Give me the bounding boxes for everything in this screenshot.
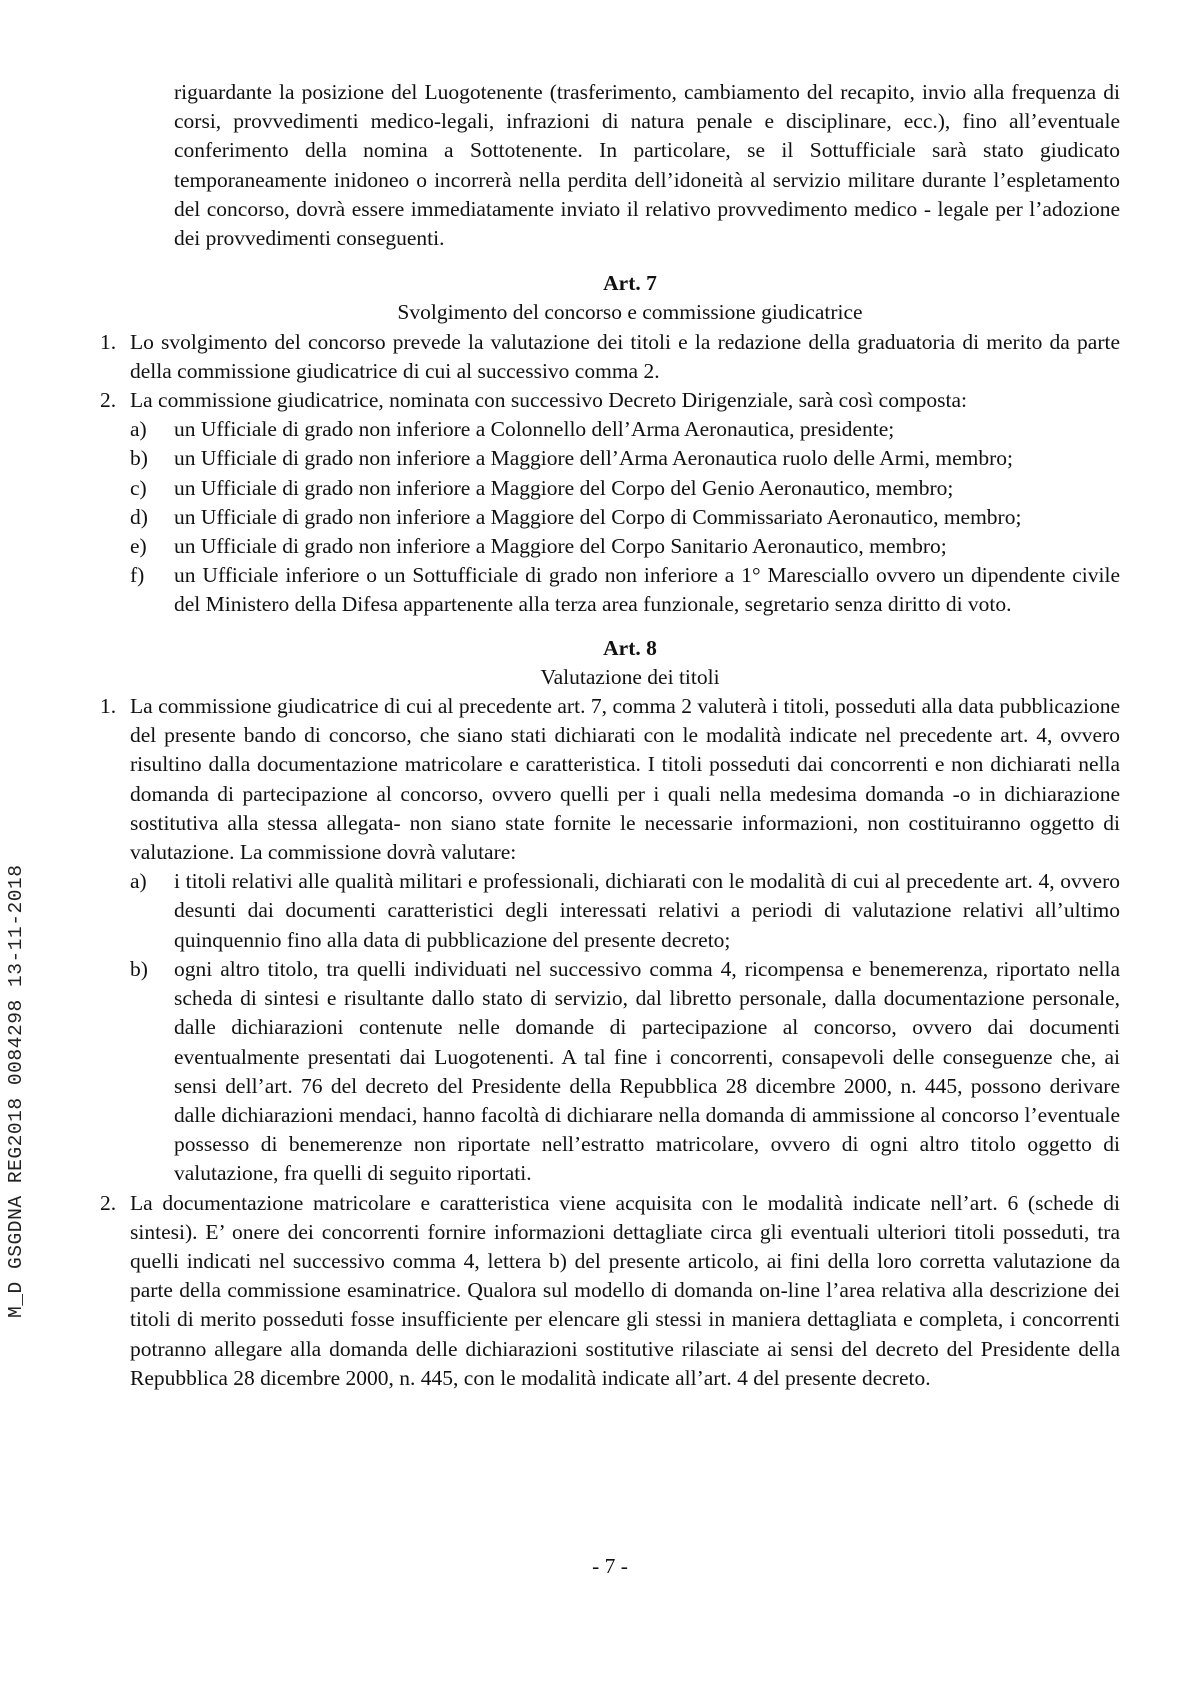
subitem-marker: a) [130,417,147,442]
art7-item-1 [100,328,1120,386]
subitem-text: un Ufficiale di grado non inferiore a Maggiore del Corpo di Commissariato Aeronautico, membro; [174,504,1022,529]
art8-item-1 [100,692,1120,867]
art7-subtitle: Svolgimento del concorso e commissione giudicatrice [397,300,863,325]
subitem-marker: f) [130,563,145,588]
item-marker: 1. [100,329,117,354]
subitem-marker: c) [130,475,147,500]
subitem-marker: b) [130,446,148,471]
art7-subitem-a [100,415,1120,444]
subitem-text: i titoli relativi alle qualità militari e professionali, dichiarati con le modalità di cui al precedente art. 4, ovvero desunti dai documenti caratteristici degli interessati relativi a periodi di valutazione relativi all’ultimo quinquennio fino alla data di pubblicazione del presente decreto; [174,869,1120,952]
item-marker: 2. [100,388,117,413]
item-text: La commissione giudicatrice di cui al precedente art. 7, comma 2 valuterà i titoli, posseduti alla data pubblicazione del presente bando di concorso, che siano stati dichiarati con le modalità indicate nel precedente art. 4, ovvero risultino dalla documentazione matricolare e caratteristica. I titoli posseduti dai concorrenti e non dichiarati nella domanda di partecipazione al concorso, ovvero quelli per i quali nella medesima domanda -o in dichiarazione sostitutiva alla stessa allegata- non siano state fornite le necessarie informazioni, non costituiranno oggetto di valutazione. La commissione dovrà valutare: [130,694,1120,865]
art7-subitem-c [100,474,1120,503]
page-content [100,78,1120,1393]
page-number: - 7 - [592,1554,628,1578]
subitem-marker: e) [130,534,147,559]
subitem-marker: b) [130,956,148,981]
art7-subitem-b [100,444,1120,473]
art7-title: Art. 7 [603,271,657,296]
item-marker: 1. [100,694,117,719]
art8-subtitle: Valutazione dei titoli [540,664,720,689]
art8-subitem-b [100,955,1120,1189]
subitem-text: ogni altro titolo, tra quelli individuati nel successivo comma 4, ricompensa e benemerenza, riportato nella scheda di sintesi e risultante dallo stato di servizio, dal libretto personale, dalla documentazione personale, dalle dichiarazioni contenute nelle domande di partecipazione al concorso, ovvero dai documenti eventualmente presentati dai Luogotenenti. A tal fine i concorrenti, consapevoli delle conseguenze che, ai sensi dell’art. 76 del decreto del Presidente della Repubblica 28 dicembre 2000, n. 445, possono derivare dalle dichiarazioni mendaci, hanno facoltà di dichiarare nella domanda di ammissione al concorso l’eventuale possesso di benemerenze non riportate nell’estratto matricolare, ovvero di ogni altro titolo oggetto di valutazione, fra quelli di seguito riportati. [174,956,1120,1186]
item-marker: 2. [100,1190,117,1215]
subitem-text: un Ufficiale di grado non inferiore a Maggiore dell’Arma Aeronautica ruolo delle Armi, membro; [174,446,1014,471]
item-text: La commissione giudicatrice, nominata con successivo Decreto Dirigenziale, sarà così composta: [130,388,968,413]
protocol-stamp: M_D GSGDNA REG2018 0084298 13-11-2018 [5,864,27,1318]
item-text: La documentazione matricolare e caratteristica viene acquisita con le modalità indicate nell’art. 6 (schede di sintesi). E’ onere dei concorrenti fornire informazioni dettagliate circa gli eventuali ulteriori titoli posseduti, tra quelli indicati nel successivo comma 4, lettera b) del presente articolo, ai fini della loro corretta valutazione da parte della commissione esaminatrice. Qualora sul modello di domanda on-line l’area relativa alla descrizione dei titoli di merito posseduti fosse insufficiente per elencare gli stessi in maniera dettagliata e completa, i concorrenti potranno allegare alla domanda delle dichiarazioni sostitutive rilasciate ai sensi del decreto del Presidente della Repubblica 28 dicembre 2000, n. 445, con le modalità indicate all’art. 4 del presente decreto. [130,1190,1120,1390]
item-text: Lo svolgimento del concorso prevede la valutazione dei titoli e la redazione della graduatoria di merito da parte della commissione giudicatrice di cui al successivo comma 2. [130,329,1120,383]
intro-paragraph: riguardante la posizione del Luogotenente (trasferimento, cambiamento del recapito, invio alla frequenza di corsi, provvedimenti medico-legali, infrazioni di natura penale e disciplinare, ecc.), fino all’eventuale conferimento della nomina a Sottotenente. In particolare, se il Sottufficiale sarà stato giudicato temporaneamente inidoneo o incorrerà nella perdita dell’idoneità al servizio militare durante l’espletamento del concorso, dovrà essere immediatamente inviato il relativo provvedimento medico - legale per l’adozione dei provvedimenti conseguenti. [174,80,1120,251]
subitem-text: un Ufficiale di grado non inferiore a Colonnello dell’Arma Aeronautica, presidente; [174,417,895,442]
subitem-text: un Ufficiale di grado non inferiore a Maggiore del Corpo del Genio Aeronautico, membro; [174,475,954,500]
art8-item-2 [100,1189,1120,1393]
art7-subitem-e [100,532,1120,561]
art8-title: Art. 8 [603,635,657,660]
subitem-text: un Ufficiale di grado non inferiore a Maggiore del Corpo Sanitario Aeronautico, membro; [174,534,947,559]
subitem-text: un Ufficiale inferiore o un Sottufficiale di grado non inferiore a 1° Maresciallo ovvero un dipendente civile del Ministero della Difesa appartenente alla terza area funzionale, segretario senza diritto di voto. [174,563,1120,617]
art7-subitem-f [100,561,1120,619]
subitem-marker: d) [130,504,148,529]
art8-subitem-a [100,867,1120,955]
art7-item-2 [100,386,1120,415]
subitem-marker: a) [130,869,147,894]
art7-subitem-d [100,503,1120,532]
